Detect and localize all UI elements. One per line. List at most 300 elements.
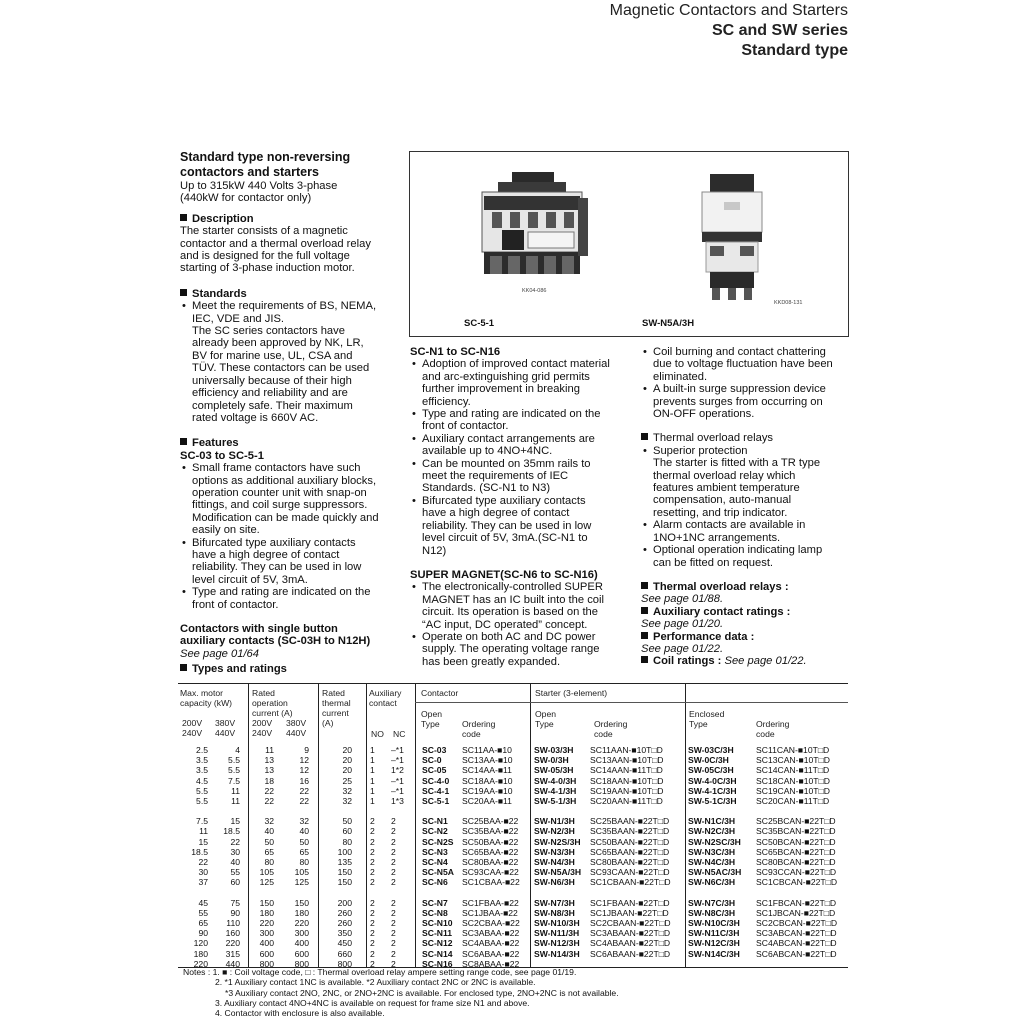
table-cell: SW-N8C/3H <box>688 907 736 918</box>
table-cell: SC20AA-■11 <box>462 796 512 806</box>
table-cell: SW-N12/3H <box>534 938 580 949</box>
list-item: • Meet the requirements of BS, NEMA, IEC, VDE and JIS. The SC series contactors have already been approved by NK, LR, BV for marine use, UL, CSA and TÜV. These contactors can be used universally because of their high efficiency and reliability and are completely safe. Their maximum rated voltage is 660V AC. <box>180 300 395 424</box>
table-cell: SW-N11C/3H <box>688 928 740 939</box>
table-cell: 22 <box>264 785 274 796</box>
features-list <box>180 462 395 611</box>
square-bullet-icon <box>641 656 648 663</box>
list-item: • Auxiliary contact arrangements are available up to 4NO+4NC. <box>410 433 635 458</box>
table-cell: 2 <box>370 857 375 867</box>
list-item: • A built-in surge suppression device prevents surges from occurring on ON-OFF operations. <box>641 383 846 420</box>
table-cell: 2 <box>391 867 396 878</box>
table-cell: SC-05 <box>422 765 447 776</box>
left-column <box>180 150 395 676</box>
table-cell: 22 <box>230 836 240 847</box>
table-cell: 1*3 <box>391 796 404 806</box>
th-thermal: Rated thermal current (A) <box>322 688 351 728</box>
table-cell: 2 <box>370 907 375 918</box>
table-cell: SC3ABAAN-■22T□D <box>590 928 671 939</box>
table-cell: 150 <box>294 897 309 908</box>
sc-n-list <box>410 358 635 557</box>
th-motor: Max. motor capacity (kW) <box>180 688 233 708</box>
table-cell: SC2CBAA-■22 <box>462 918 520 928</box>
table-cell: 600 <box>259 948 274 959</box>
table-cell: SC93CCAN-■22T□D <box>756 867 837 878</box>
table-cell: 32 <box>342 785 352 796</box>
table-cell: SC65BAAN-■22T□D <box>590 846 670 857</box>
table-cell: SC14AAN-■11T□D <box>590 765 663 776</box>
list-item: • The electronically-controlled SUPER MAGNET has an IC built into the coil circuit. Its operation is based on the “AC input, DC operated” concept. <box>410 581 635 631</box>
single-button-ref: See page 01/64 <box>180 647 260 660</box>
table-cell: 105 <box>259 867 274 878</box>
table-cell: 30 <box>230 846 240 857</box>
table-cell: SC18AA-■10 <box>462 775 513 786</box>
list-item: • Small frame contactors have such options as additional auxiliary blocks, operation counter unit with snap-on fittings, and coil surge suppressors. Modification can be made quickly and easily on site. <box>180 462 395 536</box>
table-cell: SC-N2 <box>422 826 448 837</box>
list-item: • Type and rating are indicated on the front of contactor. <box>410 408 635 433</box>
table-cell: 11 <box>231 796 240 806</box>
table-cell: SC1CBAA-■22 <box>462 877 520 888</box>
table-cell: SW-N10C/3H <box>688 918 740 928</box>
table-cell: SC-N10 <box>422 918 453 928</box>
table-cell: SC4ABAA-■22 <box>462 938 520 949</box>
table-cell: 4.5 <box>196 775 208 786</box>
table-cell: SC25BAA-■22 <box>462 816 519 827</box>
table-cell: SW-N2SC/3H <box>688 836 741 847</box>
table-cell: SC-N2S <box>422 836 454 847</box>
square-bullet-icon <box>641 433 648 440</box>
th-starter-open: Open Type <box>535 709 557 729</box>
table-cell: 1 <box>370 755 375 766</box>
table-cell: SC1FBCAN-■22T□D <box>756 897 837 908</box>
table-cell: SC8ABAA-■22 <box>462 958 520 969</box>
table-cell: 2 <box>391 836 396 847</box>
table-cell: SC25BCAN-■22T□D <box>756 816 836 827</box>
table-cell: 1 <box>370 775 375 786</box>
table-cell: SW-N3/3H <box>534 846 575 857</box>
ref-aux-heading: Auxiliary contact ratings : <box>641 606 846 618</box>
square-bullet-icon <box>180 289 187 296</box>
table-cell: 600 <box>294 948 309 959</box>
table-cell: SW-N14C/3H <box>688 948 740 959</box>
table-cell: SC13CAN-■10T□D <box>756 755 830 766</box>
table-cell: SC-N7 <box>422 897 448 908</box>
th-motor-v1: 200V 240V <box>182 718 203 738</box>
th-rated-v2: 380V 440V <box>286 718 307 738</box>
table-cell: 2 <box>391 918 396 928</box>
table-cell: –*1 <box>391 785 404 796</box>
table-cell: 2 <box>370 867 375 878</box>
table-cell: SC-N5A <box>422 867 454 878</box>
table-cell: SW-N4/3H <box>534 857 575 867</box>
list-item: • Bifurcated type auxiliary contacts have a high degree of contact reliability. They can be used in low level circuit of 5V, 3mA.(SC-N1 to N12) <box>410 495 635 557</box>
table-cell: SW-N5AC/3H <box>688 867 742 878</box>
table-cell: SC1FBAAN-■22T□D <box>590 897 670 908</box>
table-cell: SC65BAA-■22 <box>462 846 519 857</box>
th-motor-v2: 380V 440V <box>215 718 236 738</box>
table-cell: SC18AAN-■10T□D <box>590 775 664 786</box>
table-cell: 13 <box>264 765 274 776</box>
table-cell: 260 <box>337 918 352 928</box>
table-cell: 11 <box>265 745 274 755</box>
table-cell: 75 <box>230 897 240 908</box>
reference-block <box>641 581 846 668</box>
table-cell: 37 <box>198 877 208 888</box>
table-cell: 18 <box>264 775 274 786</box>
table-cell: SC50BAA-■22 <box>462 836 519 847</box>
table-cell: 2 <box>370 938 375 949</box>
table-cell: SW-4-0/3H <box>534 775 577 786</box>
table-cell: SC-N14 <box>422 948 453 959</box>
table-cell: 1 <box>370 765 375 776</box>
list-item: • Operate on both AC and DC power supply. The operating voltage range has been greatly expanded. <box>410 631 635 668</box>
table-cell: 100 <box>337 846 352 857</box>
square-bullet-icon <box>641 607 648 614</box>
table-cell: 150 <box>259 897 274 908</box>
table-cell: 65 <box>264 846 274 857</box>
table-cell: SW-N5A/3H <box>534 867 582 878</box>
table-cell: SW-4-0C/3H <box>688 775 737 786</box>
table-cell: 1*2 <box>391 765 404 776</box>
right-list <box>641 346 846 420</box>
table-cell: SC-4-1 <box>422 785 450 796</box>
table-cell: SW-4-1/3H <box>534 785 577 796</box>
types-heading: Types and ratings <box>180 663 395 675</box>
th-rated-v1: 200V 240V <box>252 718 273 738</box>
table-cell: SW-0C/3H <box>688 755 729 766</box>
table-cell: SC65BCAN-■22T□D <box>756 846 836 857</box>
table-cell: 400 <box>259 938 274 949</box>
table-cell: 50 <box>264 836 274 847</box>
table-cell: SC-N8 <box>422 907 448 918</box>
middle-column <box>410 346 635 668</box>
table-cell: 110 <box>226 918 240 928</box>
table-cell: 2 <box>391 948 396 959</box>
thermal-list <box>641 445 846 569</box>
table-cell: SC35BCAN-■22T□D <box>756 826 836 837</box>
table-cell: 55 <box>198 907 208 918</box>
table-cell: 660 <box>337 948 352 959</box>
table-cell: 300 <box>259 928 274 939</box>
table-cell: SC14AA-■11 <box>462 765 512 776</box>
th-rated-op: Rated operation current (A) <box>252 688 293 718</box>
table-cell: SC11CAN-■10T□D <box>756 745 830 755</box>
standards-heading: Standards <box>180 288 395 300</box>
single-button-heading2: auxiliary contacts (SC-03H to N12H) <box>180 635 371 648</box>
super-magnet-list <box>410 581 635 668</box>
table-cell: SC1JBAA-■22 <box>462 907 518 918</box>
features-heading: Features <box>180 437 395 449</box>
notes <box>183 967 619 1018</box>
table-cell: –*1 <box>391 745 404 755</box>
table-cell: 2 <box>391 907 396 918</box>
table-cell: 55 <box>230 867 240 878</box>
table-cell: SC2CBAAN-■22T□D <box>590 918 671 928</box>
table-cell: 315 <box>225 948 240 959</box>
table-cell: 3.5 <box>196 755 208 766</box>
table-cell: SW-N2S/3H <box>534 836 581 847</box>
th-contactor: Contactor <box>421 688 459 698</box>
table-cell: 450 <box>337 938 352 949</box>
table-cell: SW-N4C/3H <box>688 857 736 867</box>
table-cell: 16 <box>299 775 309 786</box>
table-cell: SW-N11/3H <box>534 928 580 939</box>
table-cell: SC-N16 <box>422 958 453 969</box>
table-cell: 15 <box>230 816 240 827</box>
table-cell: 2 <box>370 948 375 959</box>
table-cell: SW-N7/3H <box>534 897 575 908</box>
table-cell: SC35BAA-■22 <box>462 826 519 837</box>
table-cell: –*1 <box>391 755 404 766</box>
table-cell: SC19AA-■10 <box>462 785 513 796</box>
single-button-heading1: Contactors with single button <box>180 623 338 635</box>
table-cell: SW-03/3H <box>534 745 574 755</box>
table-cell: SW-03C/3H <box>688 745 734 755</box>
table-cell: 220 <box>259 918 274 928</box>
photo-caption-sc51: SC-5-1 <box>464 318 495 329</box>
table-cell: 11 <box>231 785 240 796</box>
list-item: • Optional operation indicating lamp can be fitted on request. <box>641 544 846 569</box>
table-cell: SW-N8/3H <box>534 907 575 918</box>
table-cell: 2.5 <box>196 745 208 755</box>
list-item: • Adoption of improved contact material and arc-extinguishing grid permits further improvement in breaking efficiency. <box>410 358 635 408</box>
table-cell: 11 <box>199 826 208 837</box>
product-photo-box <box>409 151 849 337</box>
table-cell: 4 <box>235 745 240 755</box>
table-cell: 2 <box>391 938 396 949</box>
table-cell: SC20AAN-■11T□D <box>590 796 663 806</box>
table-cell: SC19CAN-■10T□D <box>756 785 830 796</box>
table-cell: 40 <box>264 826 274 837</box>
table-cell: 20 <box>342 745 352 755</box>
table-cell: 22 <box>299 796 309 806</box>
table-cell: 18.5 <box>191 846 208 857</box>
table-cell: 440 <box>225 958 240 969</box>
table-cell: SW-N14/3H <box>534 948 580 959</box>
header-type: Standard type <box>741 42 848 59</box>
left-sub1: Up to 315kW 440 Volts 3-phase <box>180 180 338 192</box>
table-cell: SC6ABCAN-■22T□D <box>756 948 837 959</box>
table-cell: 90 <box>198 928 208 939</box>
table-cell: 2 <box>370 846 375 857</box>
table-cell: 2 <box>391 958 396 969</box>
table-cell: 50 <box>342 816 352 827</box>
note-3: 3. Auxiliary contact 4NO+4NC is available on request for frame size N1 and above. <box>215 997 530 1008</box>
th-nc: NC <box>393 729 406 739</box>
table-cell: 13 <box>264 755 274 766</box>
table-cell: 40 <box>230 857 240 867</box>
types-ratings-table <box>178 683 848 968</box>
table-cell: 160 <box>225 928 240 939</box>
table-cell: SW-N3C/3H <box>688 846 736 857</box>
table-cell: 2 <box>370 897 375 908</box>
table-cell: 2 <box>370 958 375 969</box>
table-cell: 22 <box>198 857 208 867</box>
features-sub: SC-03 to SC-5-1 <box>180 449 264 462</box>
table-cell: 220 <box>294 918 309 928</box>
table-cell: SW-5-1/3H <box>534 796 577 806</box>
left-sub2: (440kW for contactor only) <box>180 192 312 205</box>
table-cell: SW-5-1C/3H <box>688 796 737 806</box>
table-cell: 22 <box>264 796 274 806</box>
table-cell: SC-N12 <box>422 938 453 949</box>
table-cell: SC1JBCAN-■22T□D <box>756 907 836 918</box>
list-item: • Bifurcated type auxiliary contacts have a high degree of contact reliability. They can be used in low level circuit of 5V, 3mA. <box>180 537 395 587</box>
header-line1: Magnetic Contactors and Starters <box>609 2 848 19</box>
table-cell: SC50BAAN-■22T□D <box>590 836 670 847</box>
table-cell: 32 <box>264 816 274 827</box>
table-cell: 90 <box>230 907 240 918</box>
table-cell: 300 <box>294 928 309 939</box>
table-cell: SW-N6C/3H <box>688 877 736 888</box>
list-item: • Can be mounted on 35mm rails to meet the requirements of IEC Standards. (SC-N1 to N3) <box>410 458 635 495</box>
table-cell: 5.5 <box>196 785 208 796</box>
table-cell: 2 <box>391 826 396 837</box>
table-cell: 60 <box>342 826 352 837</box>
table-cell: 40 <box>299 826 309 837</box>
table-cell: SC6ABAA-■22 <box>462 948 520 959</box>
table-cell: 2 <box>391 928 396 939</box>
table-cell: 1 <box>370 785 375 796</box>
table-cell: SC1FBAA-■22 <box>462 897 519 908</box>
table-cell: SC11AAN-■10T□D <box>590 745 663 755</box>
th-starter: Starter (3-element) <box>535 688 608 698</box>
table-cell: 180 <box>259 907 274 918</box>
table-cell: 2 <box>391 816 396 827</box>
standards-list <box>180 300 395 424</box>
table-cell: 200 <box>337 897 352 908</box>
table-cell: 80 <box>342 836 352 847</box>
left-title2: contactors and starters <box>180 165 319 179</box>
table-cell: 12 <box>299 765 309 776</box>
table-cell: SW-N7C/3H <box>688 897 736 908</box>
list-item: • Superior protection The starter is fitted with a TR type thermal overload relay which features ambient temperature compensation, auto-manual resetting, and trip indicator. <box>641 445 846 519</box>
table-cell: 2 <box>370 816 375 827</box>
photo-caption-swn5a: SW-N5A/3H <box>642 318 695 329</box>
table-cell: 65 <box>198 918 208 928</box>
photo-code-1: KK04-086 <box>522 288 547 294</box>
table-cell: 15 <box>198 836 208 847</box>
table-cell: 400 <box>294 938 309 949</box>
photo-code-2: KKD08-131 <box>774 300 803 306</box>
table-cell: 2 <box>370 836 375 847</box>
table-cell: 12 <box>299 755 309 766</box>
table-cell: SC11AA-■10 <box>462 745 512 755</box>
th-enclosed-code: Ordering code <box>756 719 790 739</box>
table-cell: 125 <box>294 877 309 888</box>
table-cell: 1 <box>370 796 375 806</box>
note-1: Notes : 1. ■ : Coil voltage code, □ : Thermal overload relay ampere setting range code, see page 01/19. <box>183 967 577 977</box>
table-cell: 800 <box>337 958 352 969</box>
thermal-heading: Thermal overload relays <box>641 432 846 444</box>
table-cell: 135 <box>337 857 352 867</box>
table-cell: SC-4-0 <box>422 775 450 786</box>
table-cell: SC19AAN-■10T□D <box>590 785 664 796</box>
table-cell: SC-N11 <box>422 928 453 939</box>
square-bullet-icon <box>641 632 648 639</box>
table-cell: SC-03 <box>422 745 447 755</box>
square-bullet-icon <box>180 438 187 445</box>
table-cell: 2 <box>370 877 375 888</box>
ref-perf-heading: Performance data : <box>641 631 846 643</box>
table-cell: SW-N1/3H <box>534 816 575 827</box>
th-aux: Auxiliary contact <box>369 688 402 708</box>
th-starter-code: Ordering code <box>594 719 628 739</box>
table-cell: SW-N2/3H <box>534 826 575 837</box>
table-cell: 32 <box>299 816 309 827</box>
note-2b: *3 Auxiliary contact 2NO, 2NC, or 2NO+2NC is available. For enclosed type, 2NO+2NC is not available. <box>225 987 619 998</box>
header-series: SC and SW series <box>711 22 848 39</box>
table-cell: 2 <box>370 928 375 939</box>
table-cell: SC-0 <box>422 755 442 766</box>
table-cell: SC13AA-■10 <box>462 755 513 766</box>
table-cell: 220 <box>193 958 208 969</box>
table-cell: SC13AAN-■10T□D <box>590 755 664 766</box>
table-cell: 5.5 <box>228 765 240 776</box>
table-cell: SC-5-1 <box>422 796 450 806</box>
table-cell: SW-05/3H <box>534 765 574 776</box>
description-text: The starter consists of a magnetic contactor and a thermal overload relay and is designed for the full voltage starting of 3-phase induction motor. <box>180 225 371 275</box>
table-cell: 5.5 <box>196 796 208 806</box>
table-cell: 50 <box>299 836 309 847</box>
list-item: • Type and rating are indicated on the front of contactor. <box>180 586 395 611</box>
table-cell: SC3ABCAN-■22T□D <box>756 928 837 939</box>
table-cell: 9 <box>304 745 309 755</box>
table-cell: SC4ABCAN-■22T□D <box>756 938 837 949</box>
table-cell: SW-0/3H <box>534 755 569 766</box>
table-cell: SC20CAN-■11T□D <box>756 796 830 806</box>
table-cell: SC80BCAN-■22T□D <box>756 857 836 867</box>
ref-coil: Coil ratings : See page 01/22. <box>641 655 846 667</box>
table-cell: 22 <box>299 785 309 796</box>
table-cell: 120 <box>193 938 208 949</box>
table-cell: 65 <box>299 846 309 857</box>
table-cell: 45 <box>198 897 208 908</box>
table-cell: 2 <box>391 857 396 867</box>
table-cell: SW-N2C/3H <box>688 826 736 837</box>
note-4: 4. Contactor with enclosure is also available. <box>215 1008 385 1019</box>
left-title1: Standard type non-reversing <box>180 150 351 164</box>
table-cell: 2 <box>370 826 375 837</box>
list-item: • Coil burning and contact chattering due to voltage fluctuation have been eliminated. <box>641 346 846 383</box>
table-cell: 7.5 <box>196 816 208 827</box>
table-cell: SC1JBAAN-■22T□D <box>590 907 669 918</box>
table-cell: SW-N12C/3H <box>688 938 740 949</box>
table-cell: SC14CAN-■11T□D <box>756 765 830 776</box>
table-cell: –*1 <box>391 775 404 786</box>
table-cell: 25 <box>342 775 352 786</box>
table-cell: SC50BCAN-■22T□D <box>756 836 836 847</box>
table-cell: 5.5 <box>228 755 240 766</box>
table-cell: 3.5 <box>196 765 208 776</box>
table-cell: 180 <box>193 948 208 959</box>
square-bullet-icon <box>180 214 187 221</box>
ref-perf-page: See page 01/22. <box>641 642 724 655</box>
table-cell: SW-N6/3H <box>534 877 575 888</box>
sc-n-heading: SC-N1 to SC-N16 <box>410 346 501 358</box>
table-cell: 180 <box>294 907 309 918</box>
table-cell: SC-N4 <box>422 857 448 867</box>
contactor-photos-image <box>410 152 848 336</box>
table-cell: SW-N10/3H <box>534 918 580 928</box>
table-cell: 105 <box>294 867 309 878</box>
table-cell: 20 <box>342 755 352 766</box>
table-cell: 220 <box>225 938 240 949</box>
table-cell: SC93CAA-■22 <box>462 867 519 878</box>
table-cell: SC25BAAN-■22T□D <box>590 816 670 827</box>
table-cell: SW-4-1C/3H <box>688 785 737 796</box>
table-cell: 20 <box>342 765 352 776</box>
super-magnet-heading: SUPER MAGNET(SC-N6 to SC-N16) <box>410 568 598 581</box>
